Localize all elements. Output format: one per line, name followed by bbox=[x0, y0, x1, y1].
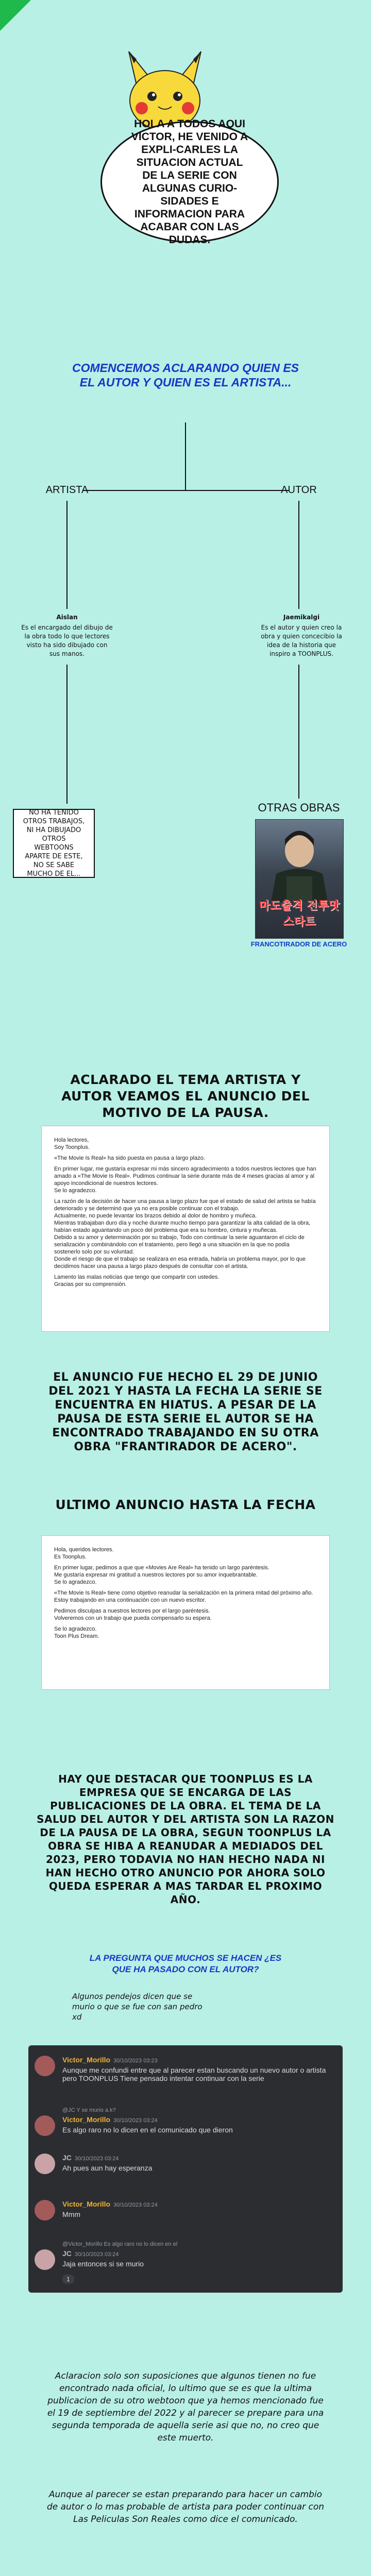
author-line bbox=[298, 501, 299, 609]
other-works-label: OTRAS OBRAS bbox=[258, 801, 340, 814]
author-desc: Es el autor y quien creo la obra y quien concecibio la idea de la historia que inspiro a TOONPLUS. bbox=[261, 624, 342, 657]
reply-preview: @JC Y se murio a.k? bbox=[62, 2107, 116, 2113]
doc-paragraph: En primer lugar, pedimos a que que «Movies Are Real» ha tenido un largo paréntesis. Me gustaría expresar mi gratitud a nuestros lectores por su amor inquebrantable. Se lo agradezco. bbox=[54, 1565, 269, 1585]
username-text[interactable]: Victor_Morillo bbox=[62, 2056, 111, 2064]
avatar[interactable] bbox=[35, 2154, 55, 2174]
webtoon-cover bbox=[255, 819, 344, 939]
section1-heading: COMENCEMOS ACLARANDO QUIEN ES EL AUTOR Y QUIEN ES EL ARTISTA... bbox=[72, 361, 299, 389]
corner-triangle bbox=[0, 0, 31, 31]
avatar[interactable] bbox=[35, 2056, 55, 2076]
cover-title: 마도출격 전투맛 스타트 bbox=[259, 900, 340, 928]
intro-hand-text: Algunos pendejos dicen que se murio o que se fue con san pedro xd bbox=[72, 1992, 203, 2022]
chat-message bbox=[28, 2200, 343, 2241]
cover-character bbox=[256, 820, 343, 902]
doc-paragraph: En primer lugar, me gustaría expresar mi más sincero agradecimiento a todos nuestros lectores que han amado a «The Movie Is Real». Pudimos continuar la serie durante más de 4 meses gracias al amor y al apoyo incondicional de nuestros lectores. Se lo agradezco. bbox=[54, 1166, 316, 1194]
chat-message bbox=[28, 2241, 343, 2282]
section2-heading: ACLARADO EL TEMA ARTISTA Y AUTOR VEAMOS EL ANUNCIO DEL MOTIVO DE LA PAUSA. bbox=[61, 1072, 310, 1120]
cover-caption: FRANCOTIRADOR DE ACERO bbox=[250, 940, 347, 948]
no-works-box bbox=[13, 809, 95, 878]
tree-lines bbox=[0, 392, 371, 546]
timestamp: 30/10/2023 03:24 bbox=[74, 2251, 119, 2258]
chat-username[interactable] bbox=[62, 2115, 158, 2124]
last-announcement-document bbox=[41, 1535, 330, 1690]
explanation-text: HAY QUE DESTACAR QUE TOONPLUS ES LA EMPRESA QUE SE ENCARGA DE LAS PUBLICACIONES DE LA OBRA. EL TEMA DE LA SALUD DEL AUTOR Y DEL ARTISTA SON LA RAZON DE LA PAUSA DE LA OBRA, SEGUN TOONPLUS LA OBRA SE HIBA A REANUDAR A MEDIADOS DEL 2023, PERO TODAVIA NO HAN HECHO NADA NI HAN HECHO OTRO ANUNCIO POR AHORA SOLO QUEDA ESPERAR A MAS TARDAR EL PROXIMO AÑO. bbox=[37, 1773, 334, 1906]
username-text[interactable]: Victor_Morillo bbox=[62, 2115, 111, 2124]
reply-preview: @Victor_Morillo Es algo raro no lo dicen en el bbox=[62, 2241, 178, 2247]
timestamp: 30/10/2023 03:24 bbox=[113, 2117, 158, 2124]
avatar[interactable] bbox=[35, 2115, 55, 2136]
artist-line bbox=[66, 501, 68, 609]
chat-text: Jaja entonces si se murio bbox=[62, 2260, 144, 2268]
section4-heading: LA PREGUNTA QUE MUCHOS SE HACEN ¿ES QUE HA PASADO CON EL AUTOR? bbox=[89, 1953, 282, 1974]
author-line-2 bbox=[298, 665, 299, 799]
chat-message bbox=[28, 2056, 343, 2097]
chat-message bbox=[28, 2107, 343, 2148]
timestamp: 30/10/2023 03:23 bbox=[113, 2058, 158, 2064]
pause-announcement-document bbox=[41, 1126, 330, 1332]
intro-speech-bubble bbox=[100, 118, 279, 246]
timestamp: 30/10/2023 03:24 bbox=[113, 2202, 158, 2208]
chat-text: Es algo raro no lo dicen en el comunicado que dieron bbox=[62, 2126, 233, 2134]
doc-paragraph: «The Movie Is Real» tiene como objetivo reanudar la serialización en la primera mitad del próximo año. Estoy trabajando en una continuación con un nuevo escritor. bbox=[54, 1590, 313, 1603]
doc-paragraph: Pedimos disculpas a nuestros lectores por el largo paréntesis. Volveremos con un trabajo que pueda compensarlo su espera. bbox=[54, 1608, 212, 1621]
chat-text: Aunque me confundi entre que al parecer estan buscando un nuevo autor o artista pero TOONPLUS Tiene pensado intentar continuar con la serie bbox=[62, 2066, 326, 2082]
username-text[interactable]: JC bbox=[62, 2249, 72, 2258]
doc-paragraph: La razón de la decisión de hacer una pausa a largo plazo fue que el estado de salud del artista se había deteriorado y se determinó que ya no era posible continuar con el trabajo. Actualmente, no puede levantar los brazos debido al dolor de hombro y muñeca. Mientras trabajaban duro día y noche durante mucho tiempo para garantizar la alta calidad de la obra, habían estado aguantando un poco del problema que era su hombro, cintura y muñecas. Debido a su amor y determinación por su trabajo, Todo con continuar la serie aguantaron el ciclo de serialización y combinándolo con el tratamiento, pero llegó a una situación en la que no podía sostenerlo solo por su voluntad. Donde el riesgo de que el trabajo se realizara en esa entrada, habría un problema mayor, por lo que decidimos hacer una pausa a largo plazo después de consultar con el artista. bbox=[54, 1198, 316, 1269]
intro-text: HOLA A TODOS AQUI VICTOR, HE VENIDO A EXPLI-CARLES LA SITUACION ACTUAL DE LA SERIE CON ALGUNAS CURIO-SIDADES E INFORMACION PARA ACABAR CON LAS DUDAS. bbox=[131, 118, 248, 246]
chat-username[interactable] bbox=[62, 2249, 119, 2258]
discord-chat bbox=[28, 2045, 343, 2293]
notice-text: EL ANUNCIO FUE HECHO EL 29 DE JUNIO DEL 2021 Y HASTA LA FECHA LA SERIE SE ENCUENTRA EN HIATUS. A PESAR DE LA PAUSA DE ESTA SERIE EL AUTOR SE HA ENCONTRADO TRABAJANDO EN SU OTRA OBRA "FRANTIRADOR DE ACERO". bbox=[48, 1371, 323, 1453]
doc-paragraph: Lamento las malas noticias que tengo que compartir con ustedes. Gracias por su comprensión. bbox=[54, 1274, 220, 1287]
avatar[interactable] bbox=[35, 2200, 55, 2221]
avatar[interactable] bbox=[35, 2249, 55, 2270]
chat-message bbox=[28, 2154, 343, 2195]
doc-paragraph: Se lo agradezco. Toon Plus Dream. bbox=[54, 1626, 99, 1639]
chat-username[interactable] bbox=[62, 2200, 158, 2208]
artist-desc: Es el encargado del dibujo de la obra todo lo que lectores visto ha sido dibujado con sus manos. bbox=[21, 624, 113, 657]
artist-label: ARTISTA bbox=[45, 484, 89, 496]
chat-username[interactable] bbox=[62, 2154, 119, 2162]
artist-line-2 bbox=[66, 665, 68, 804]
artist-name: Aislan bbox=[56, 614, 78, 621]
chat-text: Mmm bbox=[62, 2210, 80, 2218]
author-label: AUTOR bbox=[281, 484, 317, 496]
doc-paragraph: Hola lectores, Soy Toonplus. bbox=[54, 1137, 90, 1150]
doc-paragraph: Hola, queridos lectores. Es Toonplus. bbox=[54, 1547, 114, 1560]
reaction-badge[interactable]: 1 bbox=[62, 2275, 74, 2284]
closing-hand-text: Aclaracion solo son suposiciones que algunos tienen no fue encontrado nada oficial, lo ultimo que se es que la ultima publicacion de su otro webtoon que ya hemos mencionado fue el 19 de septiembre del 2022 y al parecer se prepare para una segunda temporada de aquella serie asi que no, no creo que este muerto. bbox=[47, 2371, 324, 2443]
timestamp: 30/10/2023 03:24 bbox=[74, 2156, 119, 2162]
doc-paragraph: «The Movie Is Real» ha sido puesta en pausa a largo plazo. bbox=[54, 1155, 205, 1161]
closing-hand-text-2: Aunque al parecer se estan preparando para hacer un cambio de autor o lo mas probable de artista para poder continuar con Las Peliculas Son Reales como dice el comunicado. bbox=[46, 2489, 325, 2524]
author-name: Jaemikalgi bbox=[283, 614, 320, 621]
no-works-text: NO HA TENIDO OTROS TRABAJOS, NI HA DIBUJADO OTROS WEBTOONS APARTE DE ESTE, NO SE SABE MUCHO DE EL... bbox=[23, 809, 85, 878]
username-text[interactable]: Victor_Morillo bbox=[62, 2200, 111, 2208]
username-text[interactable]: JC bbox=[62, 2154, 72, 2162]
chat-username[interactable] bbox=[62, 2056, 158, 2064]
section3-heading: ULTIMO ANUNCIO HASTA LA FECHA bbox=[55, 1497, 316, 1512]
chat-text: Ah pues aun hay esperanza bbox=[62, 2164, 153, 2172]
